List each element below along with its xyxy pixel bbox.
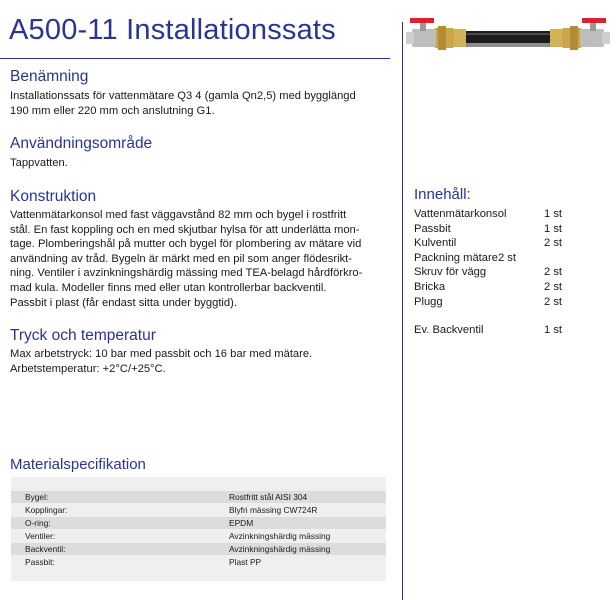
list-spacer [414,309,594,323]
heading-tryck: Tryck och temperatur [10,327,156,344]
table-row [11,517,386,529]
table-value: Blyfri mässing CW724R [229,505,318,515]
list-item [414,222,594,237]
table-row [11,556,386,568]
text-line: 190 mm eller 220 mm och anslutning G1. [10,104,215,117]
list-item [414,280,594,295]
text-tryck [10,347,390,376]
text-line: Max arbetstryck: 10 bar med passbit och 16 bar med mätare. [10,348,313,360]
item-name: Vattenmätarkonsol [414,208,507,220]
item-name: Packning mätare2 st [414,251,516,264]
item-qty: 1 st [544,208,563,220]
table-value: Plast PP [229,557,262,567]
table-value: Avzinkningshärdig mässing [229,531,331,541]
heading-innehall: Innehåll: [414,186,471,203]
material-table [11,477,386,581]
item-name: Skruv för vägg [414,266,487,279]
item-name: Kulventil [414,237,457,250]
heading-benamning: Benämning [10,68,89,85]
text-line: användning av tråd. Bygeln är märkt med en pil som anger flödesrikt- [10,252,353,265]
text-line: mad kula. Modeller finns med eller utan kontrollerbar backventil. [10,281,327,294]
text-line: Tappvatten. [10,157,68,169]
item-qty: 2 st [544,266,563,279]
heading-anvandning: Användningsområde [10,135,153,152]
table-key: Passbit: [25,557,55,567]
list-item [414,236,594,251]
text-line: Passbit i plast (får endast sitta under byggtid). [10,296,237,309]
item-name: Plugg [414,295,443,308]
list-item [414,265,594,280]
list-item-optional [414,323,594,338]
table-key: Backventil: [25,544,66,554]
table-value: Avzinkningshärdig mässing [229,544,331,554]
table-key: Ventiler: [25,531,56,541]
text-benamning [10,89,390,118]
table-key: Kopplingar: [25,505,68,515]
table-key: O-ring: [25,518,51,528]
table-value: Rostfritt stål AISI 304 [229,492,308,502]
item-qty: 1 st [544,222,563,235]
text-line: ning. Ventiler i avzinkningshärdig mässing med TEA-belagd hårdförkro- [10,267,363,280]
table-row [11,530,386,542]
text-konstruktion [10,208,390,310]
page-title: A500-11 Installationssats [9,14,336,46]
list-item [414,251,594,266]
item-name: Bricka [414,280,446,293]
text-line: Vattenmätarkonsol med fast väggavstånd 82 mm och bygel i rostfritt [10,209,347,221]
item-qty: 2 st [544,237,563,250]
contents-list [414,207,594,338]
table-row [11,504,386,516]
table-key: Bygel: [25,492,49,502]
item-qty: 1 st [544,324,563,337]
text-anvandning [10,156,390,171]
list-item [414,295,594,310]
column-divider [402,22,403,600]
text-line: Arbetstemperatur: +2°C/+25°C. [10,362,166,375]
text-line: tage. Plomberingshål på mutter och bygel för plombering av mätare vid [10,238,362,251]
item-qty: 2 st [544,280,563,293]
title-divider [0,58,390,59]
heading-konstruktion: Konstruktion [10,188,97,205]
item-qty: 2 st [544,295,563,308]
table-row [11,543,386,555]
heading-material: Materialspecifikation [10,456,146,473]
table-value: EPDM [229,518,254,528]
list-item [414,207,594,222]
item-name: Ev. Backventil [414,324,484,337]
table-row [11,491,386,503]
text-line: Installationssats för vattenmätare Q3 4 (gamla Qn2,5) med bygglängd [10,90,356,102]
text-line: stål. En fast koppling och en med skjutbar hylsa för att underlätta mon- [10,223,360,236]
item-name: Passbit [414,222,451,235]
installation-kit-image [404,14,612,56]
